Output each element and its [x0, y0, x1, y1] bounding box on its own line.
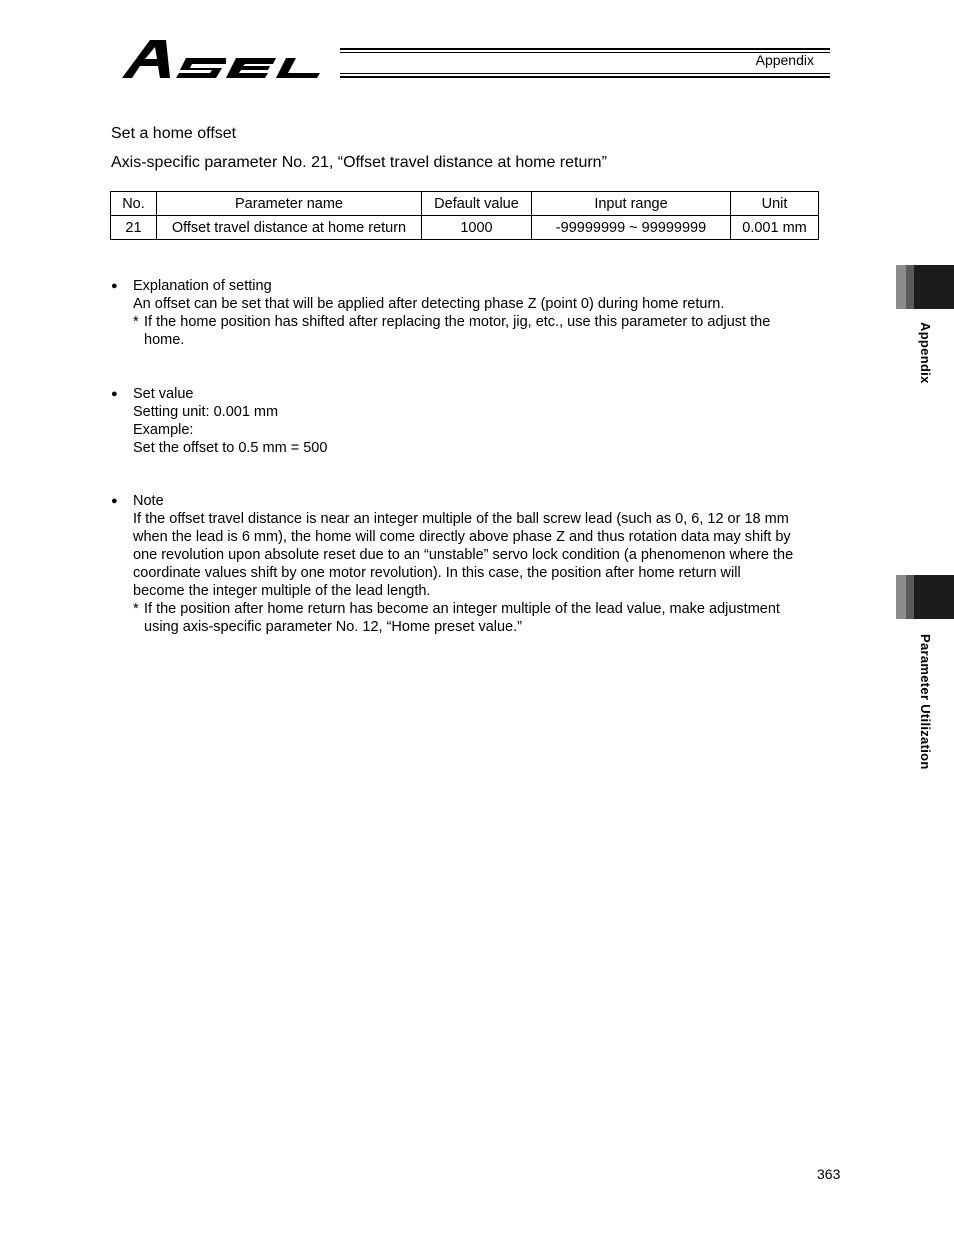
set-value-title: Set value — [133, 386, 194, 402]
header-section-title: Appendix — [755, 52, 814, 68]
table-cell: 21 — [111, 216, 157, 240]
column-header: Input range — [532, 192, 731, 216]
set-value-line: Example: — [133, 422, 194, 438]
set-value-section — [111, 385, 327, 457]
bullet-icon: ● — [111, 280, 118, 292]
asterisk-icon: * — [133, 314, 139, 330]
explanation-title: Explanation of setting — [133, 278, 272, 294]
table-cell: Offset travel distance at home return — [157, 216, 422, 240]
column-header: Parameter name — [157, 192, 422, 216]
bullet-icon: ● — [111, 495, 118, 507]
note-star-line: If the position after home return has become an integer multiple of the lead value, make adjustment — [144, 601, 780, 617]
side-tab-label: Parameter Utilization — [918, 634, 933, 770]
side-tab-label: Appendix — [918, 322, 933, 384]
header-rule — [340, 73, 830, 74]
set-value-line: Set the offset to 0.5 mm = 500 — [133, 440, 328, 456]
note-line: become the integer multiple of the lead length. — [133, 583, 431, 599]
table-cell: -99999999 ~ 99999999 — [532, 216, 731, 240]
asterisk-icon: * — [133, 601, 139, 617]
side-tab-parameter-utilization — [896, 575, 954, 619]
column-header: Unit — [731, 192, 819, 216]
page-number: 363 — [817, 1166, 841, 1182]
header-rule — [340, 76, 830, 78]
note-line: If the offset travel distance is near an integer multiple of the ball screw lead (such as 0, 6, 12 or 18 mm — [133, 511, 789, 527]
note-star-line: using axis-specific parameter No. 12, “Home preset value.” — [144, 619, 522, 635]
explanation-note-line: If the home position has shifted after replacing the motor, jig, etc., use this parameter to adjust the — [144, 314, 771, 330]
parameter-table — [110, 191, 819, 240]
explanation-section — [111, 277, 770, 349]
table-cell: 1000 — [422, 216, 532, 240]
column-header: No. — [111, 192, 157, 216]
section-heading: Set a home offset — [111, 125, 237, 142]
table-header-row — [111, 192, 819, 216]
explanation-note-line: home. — [144, 332, 185, 348]
parameter-heading: Axis-specific parameter No. 21, “Offset travel distance at home return” — [111, 154, 607, 171]
note-title: Note — [133, 493, 164, 509]
table-cell: 0.001 mm — [731, 216, 819, 240]
table-row — [111, 216, 819, 240]
note-section — [111, 492, 844, 636]
side-tab-appendix — [896, 265, 954, 309]
note-line: one revolution upon absolute reset due to an “unstable” servo lock condition (a phenomenon where the — [133, 547, 794, 563]
note-line: coordinate values shift by one motor revolution). In this case, the position after home return will — [133, 565, 741, 581]
note-line: when the lead is 6 mm), the home will come directly above phase Z and thus rotation data may shift by — [133, 529, 791, 545]
header-rule — [340, 48, 830, 50]
set-value-line: Setting unit: 0.001 mm — [133, 404, 279, 420]
column-header: Default value — [422, 192, 532, 216]
explanation-text: An offset can be set that will be applied after detecting phase Z (point 0) during home return. — [133, 296, 725, 312]
asel-logo — [120, 36, 342, 80]
bullet-icon: ● — [111, 388, 118, 400]
